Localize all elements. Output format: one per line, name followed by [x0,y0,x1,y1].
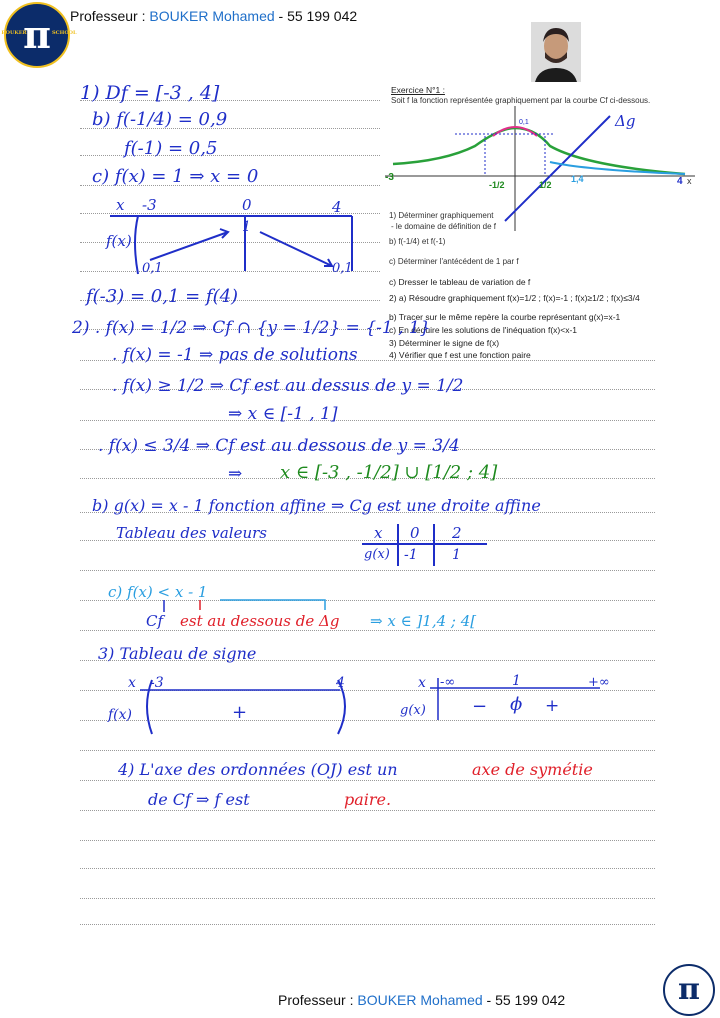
note-f-endpoints: f(-3) = 0,1 = f(4) [86,286,239,307]
graph-label-a: 1/2 [539,180,552,190]
var-table-lines [80,196,380,286]
note-ineq-three-quarters-solution: x ∈ [-3 , -1/2] ∪ [1/2 ; 4] [280,462,498,483]
note-ineq-three-quarters: . f(x) ≤ 3/4 ⇒ Cf est au dessous de y = 3/4 [98,436,460,456]
question-1: 1) Déterminer graphiquement [389,211,494,220]
question-2b: b) Tracer sur le même repère la courbe représentant g(x)=x-1 [389,312,621,322]
question-2a: 2) a) Résoudre graphiquement f(x)=1/2 ; f(x)=-1 ; f(x)≥1/2 ; f(x)≤3/4 [389,293,640,303]
logo-left-text: BOUKER [1,30,27,36]
sign-table-g-root: 1 [512,673,521,689]
values-table-g: g(x) [364,547,390,562]
sign-table-f-x: x [128,675,136,691]
var-table-right: 0,1 [332,261,353,276]
graph-label-xmax: 4 [677,176,683,187]
graph-label-top: 0,1 [519,119,529,126]
sign-table-g-lines [430,673,630,726]
question-1c: b) f(-1/4) et f(-1) [389,237,446,246]
sign-table-g-x: x [418,675,426,691]
values-table-x: x [374,524,383,542]
note-f-minus-quarter: b) f(-1/4) = 0,9 [92,109,228,130]
question-1e: c) Dresser le tableau de variation de f [389,277,531,287]
teacher-photo [531,22,581,82]
sign-table-g-zero: ϕ [510,694,523,715]
school-logo [1,2,77,68]
values-table-x2: 2 [452,524,462,542]
note-f-even: de Cf ⇒ f est [148,790,250,809]
footer-logo [663,964,715,1016]
note-cf-below-dg: est au dessous de Δg [180,612,340,630]
note-antecedent: c) f(x) = 1 ⇒ x = 0 [92,166,259,187]
person-avatar-icon [531,22,581,82]
sign-table-f-x-max: 4 [336,675,345,691]
question-1d: c) Déterminer l'antécédent de 1 par f [389,257,519,266]
note-g-affine: b) g(x) = x - 1 fonction affine ⇒ Cg est une droite affine [92,496,541,515]
note-symmetry-axis: 4) L'axe des ordonnées (OJ) est un [118,760,398,779]
values-table-g2: 1 [452,547,461,563]
note-cf-label: Cf [146,612,164,630]
sign-table-f-sign: + [232,702,248,723]
sign-table-g-plus: + [545,696,560,716]
curve-cyan-segment [550,162,685,174]
values-table-g0: -1 [404,547,418,563]
var-table-x: x [116,196,125,214]
graph-label-xmin: -3 [385,172,394,183]
sign-table-f-lines [120,676,380,736]
var-table-v3: 4 [332,198,342,216]
var-table-f: f(x) [106,232,132,250]
note-ineq-half-solution: ⇒ x ∈ [-1 , 1] [228,404,338,424]
logo-right-text: SCHOOL [52,30,77,36]
graph-label-x: x [687,176,692,186]
sign-table-g-neg-inf: -∞ [440,675,456,690]
graph-label-h: -1/2 [489,180,505,190]
sign-table-g-pos-inf: +∞ [588,675,610,690]
note-symmetry-axis-red: axe de symétie [472,760,593,779]
exercise-title: Exercice N°1 : [391,85,445,95]
footer-text: Professeur : BOUKER Mohamed - 55 199 042 [278,992,566,1008]
note-sign-table-title: 3) Tableau de signe [98,644,257,663]
note-table-values-title: Tableau des valeurs [116,524,267,542]
curve-cf [393,128,685,174]
question-2c: c) En déduire les solutions de l'inéquation f(x)<x-1 [389,325,578,335]
sign-table-g-minus: − [472,696,488,717]
note-ineq-half: . f(x) ≥ 1/2 ⇒ Cf est au dessus de y = 1/2 [112,376,464,396]
graph-label-b: 1,4 [571,174,584,184]
note-ineq-arrow: ⇒ [228,464,243,484]
note-inequation-solution: ⇒ x ∈ ]1,4 ; 4[ [370,612,477,630]
question-1b: - le domaine de définition de f [391,222,496,231]
note-inequation: c) f(x) < x - 1 [108,583,208,601]
pi-logo-icon: π [23,12,51,57]
note-f-minus-one: f(-1) = 0,5 [124,138,218,159]
note-domain: 1) Df = [-3 , 4] [80,82,220,104]
note-solve-minus-one: . f(x) = -1 ⇒ pas de solutions [112,345,358,365]
var-table-top: 1 [242,219,251,235]
var-table-v1: -3 [142,196,157,214]
var-table-v2: 0 [242,196,252,214]
header-text: Professeur : BOUKER Mohamed - 55 199 042 [70,8,358,24]
question-3: 3) Déterminer le signe de f(x) [389,338,500,348]
pi-footer-icon: π [678,972,700,1007]
question-4: 4) Vérifier que f est une fonction paire [389,350,531,360]
values-table-x0: 0 [410,524,420,542]
note-f-even-red: paire. [344,790,392,809]
note-solve-half: 2) . f(x) = 1/2 ⇒ Cf ∩ {y = 1/2} = {-1 , 1} [72,318,431,338]
sign-table-f-label: f(x) [108,707,133,723]
var-table-left: 0,1 [142,261,163,276]
sign-table-f-x-min: -3 [150,675,164,691]
sign-table-g-label: g(x) [400,703,426,718]
exercise-intro: Soit f la fonction représentée graphiquement par la courbe Cf ci-dessous. [391,96,651,105]
graph-label-dg: Δg [615,112,636,130]
